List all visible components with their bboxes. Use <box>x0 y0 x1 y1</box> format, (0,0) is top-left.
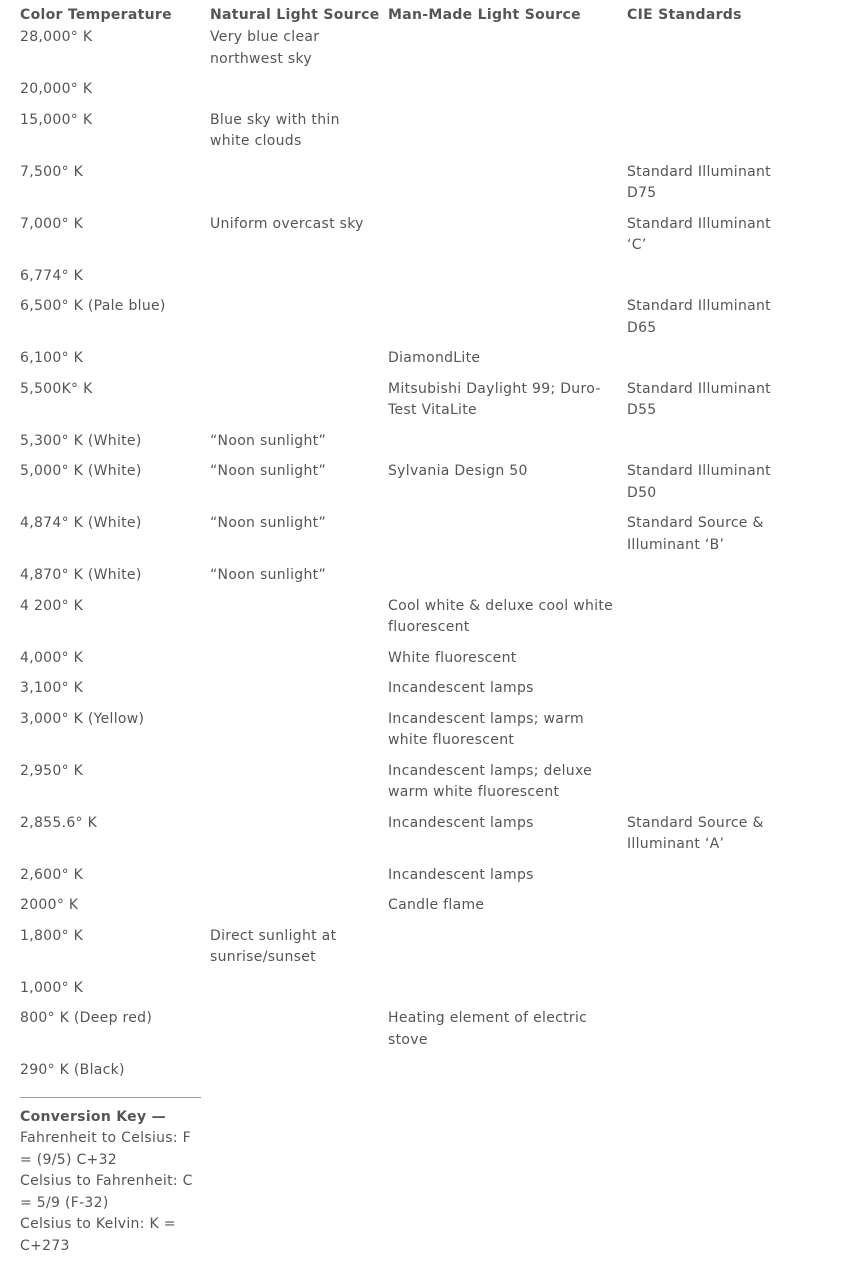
conversion-key-title: Conversion Key — <box>20 1108 166 1125</box>
cie-standard-cell <box>627 266 836 297</box>
natural-source-cell <box>210 1008 388 1060</box>
cie-standard-cell <box>627 926 836 978</box>
conversion-c-to-k: Celsius to Kelvin: K = C+273 <box>20 1216 176 1254</box>
table-row <box>20 513 836 565</box>
natural-source-cell <box>210 596 388 648</box>
temperature-cell: 6,500° K (Pale blue) <box>20 298 166 314</box>
natural-source-cell <box>210 348 388 379</box>
temperature-cell: 7,500° K <box>20 163 84 180</box>
temperature-cell: 6,774° K <box>20 267 84 284</box>
man-made-source-cell <box>388 79 627 110</box>
natural-source-cell <box>210 162 388 214</box>
table-row <box>20 431 836 462</box>
header-natural-light-source: Natural Light Source <box>210 7 380 23</box>
temperature-cell: 5,500K° K <box>20 380 93 397</box>
table-row <box>20 348 836 379</box>
man-made-source-cell <box>388 110 627 162</box>
table-row <box>20 678 836 709</box>
header-color-temperature: Color Temperature <box>20 7 172 23</box>
natural-source-cell <box>210 296 388 348</box>
man-made-source-cell: White fluorescent <box>388 649 517 666</box>
temperature-cell: 7,000° K <box>20 215 84 232</box>
cie-standard-cell <box>627 1060 836 1091</box>
cie-standard-cell <box>627 79 836 110</box>
man-made-source-cell: Cool white & deluxe cool white fluorescent <box>388 597 614 635</box>
man-made-source-cell <box>388 214 627 266</box>
table-row <box>20 813 836 865</box>
temperature-cell: 1,000° K <box>20 979 84 996</box>
man-made-source-cell: Incandescent lamps; warm white fluorescent <box>388 710 584 748</box>
natural-source-cell <box>210 895 388 926</box>
man-made-source-cell: Sylvania Design 50 <box>388 463 528 479</box>
temperature-cell: 28,000° K <box>20 29 93 45</box>
man-made-source-cell <box>388 266 627 297</box>
cie-standard-cell <box>627 709 836 761</box>
natural-source-cell <box>210 865 388 896</box>
temperature-cell: 2,855.6° K <box>20 814 98 831</box>
temperature-cell: 800° K (Deep red) <box>20 1010 153 1026</box>
cie-standard-cell <box>627 761 836 813</box>
natural-source-cell <box>210 709 388 761</box>
cie-standard-cell <box>627 978 836 1009</box>
cie-standard-cell <box>627 678 836 709</box>
natural-source-cell: “Noon sunlight” <box>210 463 327 479</box>
cie-standard-cell: Standard Illuminant ‘C’ <box>627 215 771 253</box>
temperature-cell: 4,000° K <box>20 649 84 666</box>
header-man-made-light-source: Man-Made Light Source <box>388 7 581 23</box>
man-made-source-cell: DiamondLite <box>388 350 481 366</box>
natural-source-cell <box>210 978 388 1009</box>
table-header-row <box>20 0 836 27</box>
temperature-cell: 4,870° K (White) <box>20 567 142 583</box>
natural-source-cell <box>210 79 388 110</box>
man-made-source-cell <box>388 513 627 565</box>
temperature-cell: 4 200° K <box>20 597 84 614</box>
natural-source-cell: “Noon sunlight” <box>210 432 327 449</box>
table-row <box>20 648 836 679</box>
table-row <box>20 761 836 813</box>
man-made-source-cell <box>388 565 627 596</box>
cie-standard-cell <box>627 27 836 79</box>
table-row <box>20 565 836 596</box>
cie-standard-cell: Standard Illuminant D75 <box>627 163 771 201</box>
cie-standard-cell <box>627 1008 836 1060</box>
cie-standard-cell: Standard Source & Illuminant ‘B’ <box>627 515 764 553</box>
natural-source-cell <box>210 266 388 297</box>
man-made-source-cell <box>388 431 627 462</box>
man-made-source-cell: Mitsubishi Daylight 99; Duro-Test VitaLite <box>388 380 601 418</box>
natural-source-cell: Very blue clear northwest sky <box>210 29 320 67</box>
conversion-key <box>20 1107 201 1258</box>
color-temperature-table <box>20 0 836 1091</box>
temperature-cell: 6,100° K <box>20 350 84 366</box>
table-row <box>20 461 836 513</box>
cie-standard-cell <box>627 865 836 896</box>
temperature-cell: 2000° K <box>20 897 79 913</box>
table-row <box>20 162 836 214</box>
temperature-cell: 2,600° K <box>20 866 84 883</box>
cie-standard-cell: Standard Illuminant D55 <box>627 380 771 418</box>
natural-source-cell: Blue sky with thin white clouds <box>210 111 340 149</box>
man-made-source-cell: Incandescent lamps <box>388 866 534 883</box>
temperature-cell: 15,000° K <box>20 111 93 128</box>
natural-source-cell <box>210 379 388 431</box>
man-made-source-cell <box>388 162 627 214</box>
cie-standard-cell <box>627 431 836 462</box>
cie-standard-cell <box>627 110 836 162</box>
temperature-cell: 290° K (Black) <box>20 1062 125 1078</box>
table-row <box>20 926 836 978</box>
table-row <box>20 296 836 348</box>
man-made-source-cell: Heating element of electric stove <box>388 1010 588 1048</box>
table-row <box>20 895 836 926</box>
header-cie-standards: CIE Standards <box>627 7 742 23</box>
table-row <box>20 709 836 761</box>
cie-standard-cell <box>627 596 836 648</box>
natural-source-cell: “Noon sunlight” <box>210 567 327 583</box>
natural-source-cell <box>210 678 388 709</box>
temperature-cell: 5,300° K (White) <box>20 432 142 449</box>
table-body <box>20 27 836 1091</box>
temperature-cell: 3,000° K (Yellow) <box>20 710 145 727</box>
conversion-c-to-f: Celsius to Fahrenheit: C = 5/9 (F-32) <box>20 1173 193 1211</box>
temperature-cell: 3,100° K <box>20 680 84 696</box>
table-row <box>20 1008 836 1060</box>
table-row <box>20 110 836 162</box>
conversion-f-to-c: Fahrenheit to Celsius: F = (9/5) C+32 <box>20 1130 192 1168</box>
table-row <box>20 79 836 110</box>
table-row <box>20 266 836 297</box>
table-row <box>20 379 836 431</box>
table-row <box>20 27 836 79</box>
natural-source-cell <box>210 813 388 865</box>
man-made-source-cell <box>388 296 627 348</box>
table-row <box>20 978 836 1009</box>
natural-source-cell: Uniform overcast sky <box>210 215 364 232</box>
table-row <box>20 1060 836 1091</box>
temperature-cell: 4,874° K (White) <box>20 515 142 531</box>
cie-standard-cell: Standard Illuminant D50 <box>627 463 771 501</box>
divider <box>20 1097 201 1098</box>
man-made-source-cell <box>388 27 627 79</box>
natural-source-cell: Direct sunlight at sunrise/sunset <box>210 927 337 965</box>
cie-standard-cell <box>627 648 836 679</box>
temperature-cell: 20,000° K <box>20 81 93 97</box>
temperature-cell: 5,000° K (White) <box>20 463 142 479</box>
table-row <box>20 596 836 648</box>
cie-standard-cell: Standard Illuminant D65 <box>627 298 771 336</box>
man-made-source-cell <box>388 978 627 1009</box>
man-made-source-cell: Incandescent lamps; deluxe warm white fluorescent <box>388 762 593 800</box>
cie-standard-cell <box>627 895 836 926</box>
cie-standard-cell <box>627 565 836 596</box>
man-made-source-cell: Incandescent lamps <box>388 814 534 831</box>
man-made-source-cell: Candle flame <box>388 897 485 913</box>
cie-standard-cell: Standard Source & Illuminant ‘A’ <box>627 814 764 852</box>
natural-source-cell <box>210 648 388 679</box>
table-row <box>20 214 836 266</box>
temperature-cell: 1,800° K <box>20 927 84 944</box>
natural-source-cell: “Noon sunlight” <box>210 515 327 531</box>
natural-source-cell <box>210 1060 388 1091</box>
man-made-source-cell: Incandescent lamps <box>388 680 534 696</box>
cie-standard-cell <box>627 348 836 379</box>
man-made-source-cell <box>388 926 627 978</box>
table-row <box>20 865 836 896</box>
man-made-source-cell <box>388 1060 627 1091</box>
temperature-cell: 2,950° K <box>20 762 84 779</box>
natural-source-cell <box>210 761 388 813</box>
